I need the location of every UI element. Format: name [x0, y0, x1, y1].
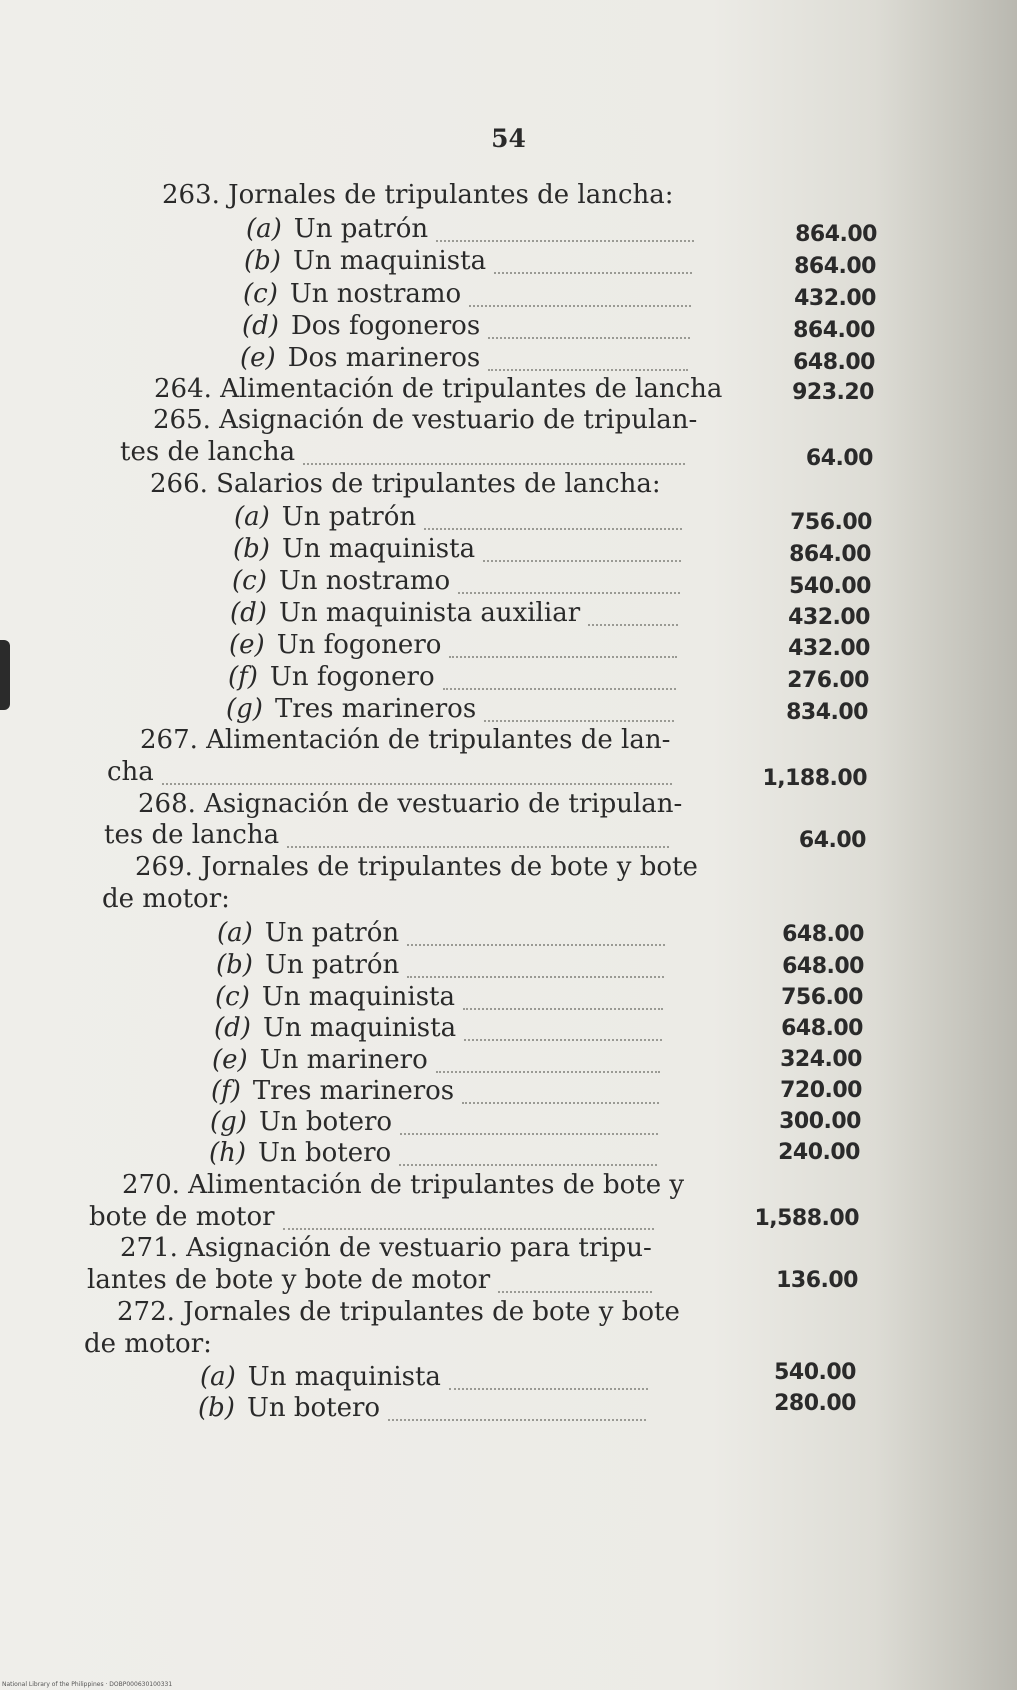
entry-heading	[150, 469, 661, 499]
entry-item	[226, 694, 476, 724]
entry-amount: 864.00	[795, 222, 877, 247]
entry-amount: 64.00	[798, 828, 866, 853]
entry-text: 267. Alimentación de tripulantes de lan-	[140, 725, 671, 755]
entry-amount: 432.00	[794, 286, 876, 311]
entry-amount: 276.00	[787, 668, 869, 693]
entry-heading	[122, 1170, 684, 1200]
entry-item	[243, 279, 461, 309]
entry-label: (a)	[246, 214, 282, 244]
entry-text: Un nostramo	[289, 279, 462, 309]
entry-item	[209, 1138, 391, 1168]
entry-cont	[84, 1329, 212, 1359]
entry-text: Un fogonero	[276, 630, 442, 660]
entry-text: 268. Asignación de vestuario de tripulan-	[138, 789, 683, 819]
dot-leader	[462, 1102, 659, 1104]
entry-heading	[120, 1233, 652, 1263]
dot-leader	[400, 1133, 658, 1135]
entry-amount: 864.00	[794, 254, 876, 279]
entry-text: Un patrón	[264, 950, 400, 980]
entry-label: (b)	[233, 534, 270, 564]
entry-total	[154, 374, 722, 404]
dot-leader	[464, 1039, 662, 1041]
entry-label: (f)	[211, 1076, 241, 1106]
entry-amount: 1,188.00	[762, 766, 867, 791]
entry-cont	[89, 1202, 275, 1232]
entry-text: Un botero	[246, 1393, 381, 1423]
entry-amount: 540.00	[789, 574, 871, 599]
entry-cont	[102, 884, 230, 914]
entry-text: Un maquinista	[262, 1013, 457, 1043]
entry-label: (c)	[215, 982, 250, 1012]
entry-label: (a)	[234, 502, 270, 532]
page-number: 54	[491, 124, 526, 153]
entry-text: Un botero	[258, 1107, 393, 1137]
entry-text: tes de lancha	[120, 437, 296, 467]
entry-amount: 324.00	[780, 1047, 862, 1072]
dot-leader	[458, 592, 680, 594]
entry-text: Un patrón	[293, 214, 429, 244]
dot-leader	[463, 1008, 663, 1010]
entry-text: 270. Alimentación de tripulantes de bote y	[122, 1170, 685, 1200]
entry-text: 269. Jornales de tripulantes de bote y bote	[135, 852, 698, 882]
entry-label: (h)	[209, 1138, 247, 1168]
entry-amount: 648.00	[782, 954, 864, 979]
entry-text: 266. Salarios de tripulantes de lancha:	[150, 469, 661, 499]
entry-amount: 648.00	[781, 1016, 863, 1041]
dot-leader	[407, 976, 664, 978]
dot-leader	[283, 1228, 654, 1230]
entry-item	[232, 566, 450, 596]
entry-label: (d)	[230, 598, 267, 628]
entry-text: bote de motor	[89, 1202, 275, 1232]
entry-text: 265. Asignación de vestuario de tripulan-	[153, 405, 698, 435]
entry-amount: 136.00	[776, 1268, 858, 1293]
entry-amount: 64.00	[805, 446, 873, 471]
entry-amount: 540.00	[774, 1360, 856, 1385]
dot-leader	[443, 688, 676, 690]
entry-amount: 1,588.00	[754, 1206, 859, 1231]
entry-text: Un patrón	[281, 502, 417, 532]
dot-leader	[488, 369, 688, 371]
entry-label: (e)	[212, 1045, 248, 1075]
entry-item	[210, 1107, 392, 1137]
entry-amount: 648.00	[793, 350, 875, 375]
entry-text: Dos marineros	[287, 343, 481, 373]
entry-amount: 756.00	[781, 985, 863, 1010]
dot-leader	[469, 305, 691, 307]
entry-heading	[138, 789, 682, 819]
entry-cont	[104, 820, 279, 850]
entry-item	[233, 534, 475, 564]
dot-leader	[388, 1419, 646, 1421]
entry-label: (b)	[244, 246, 281, 276]
dot-leader	[449, 1388, 648, 1390]
entry-label: (g)	[226, 694, 263, 724]
entry-label: (a)	[217, 918, 253, 948]
entry-text: 264. Alimentación de tripulantes de lancha	[154, 374, 723, 404]
entry-item	[228, 662, 435, 692]
entry-cont	[87, 1265, 490, 1295]
entry-heading	[162, 180, 674, 210]
dot-leader	[399, 1164, 657, 1166]
entry-text: Dos fogoneros	[290, 311, 481, 341]
dot-leader	[436, 1071, 660, 1073]
entry-amount: 756.00	[790, 510, 872, 535]
dot-leader	[407, 944, 665, 946]
dot-leader	[449, 656, 677, 658]
entry-amount: 864.00	[789, 542, 871, 567]
dot-leader	[484, 720, 674, 722]
entry-text: Un fogonero	[269, 662, 435, 692]
entry-item	[215, 982, 455, 1012]
entry-item	[242, 311, 480, 341]
entry-text: Un nostramo	[278, 566, 451, 596]
entry-label: (g)	[210, 1107, 247, 1137]
entry-text: cha	[107, 757, 154, 787]
entry-text: lantes de bote y bote de motor	[87, 1265, 491, 1295]
entry-label: (b)	[216, 950, 253, 980]
binding-mark	[0, 640, 10, 710]
entry-item	[211, 1076, 454, 1106]
entry-label: (c)	[243, 279, 278, 309]
entry-item	[200, 1362, 441, 1392]
entry-text: Un maquinista	[261, 982, 455, 1012]
entry-item	[240, 343, 480, 373]
dot-leader	[488, 337, 690, 339]
entry-text: Tres marineros	[274, 694, 477, 724]
dot-leader	[436, 240, 694, 242]
entry-label: (e)	[229, 630, 265, 660]
entry-item	[246, 214, 428, 244]
entry-heading	[140, 725, 670, 755]
entry-text: Tres marineros	[252, 1076, 455, 1106]
dot-leader	[588, 624, 678, 626]
entry-label: (b)	[198, 1393, 235, 1423]
entry-heading	[153, 405, 697, 435]
entry-item	[244, 246, 486, 276]
entry-text: Un maquinista auxiliar	[278, 598, 581, 628]
entry-item	[217, 918, 399, 948]
entry-text: 271. Asignación de vestuario para tripu-	[120, 1233, 652, 1263]
entry-amount: 432.00	[788, 605, 870, 630]
dot-leader	[494, 272, 692, 274]
entry-item	[230, 598, 580, 628]
entry-heading	[135, 852, 698, 882]
entry-amount: 300.00	[779, 1109, 861, 1134]
entry-item	[216, 950, 399, 980]
entry-cont	[107, 757, 154, 787]
entry-label: (d)	[242, 311, 279, 341]
entry-item	[234, 502, 416, 532]
entry-text: Un maquinista	[247, 1362, 441, 1392]
dot-leader	[498, 1291, 652, 1293]
entry-amount: 923.20	[792, 380, 874, 405]
entry-amount: 240.00	[778, 1140, 860, 1165]
dot-leader	[162, 783, 672, 785]
entry-label: (e)	[240, 343, 276, 373]
entry-item	[229, 630, 441, 660]
entry-text: tes de lancha	[104, 820, 280, 850]
entry-text: Un patrón	[264, 918, 400, 948]
entry-text: Un botero	[258, 1138, 392, 1168]
entry-text: de motor:	[102, 884, 230, 914]
entry-cont	[120, 437, 295, 467]
dot-leader	[483, 560, 681, 562]
entry-item	[214, 1013, 456, 1043]
entry-heading	[117, 1297, 680, 1327]
dot-leader	[303, 463, 685, 465]
entry-amount: 280.00	[774, 1391, 856, 1416]
entry-text: Un maquinista	[281, 534, 476, 564]
entry-label: (c)	[232, 566, 267, 596]
entry-text: 263. Jornales de tripulantes de lancha:	[162, 180, 674, 210]
entry-label: (f)	[228, 662, 258, 692]
dot-leader	[287, 846, 669, 848]
entry-label: (d)	[214, 1013, 251, 1043]
entry-text: Un marinero	[259, 1045, 428, 1075]
entry-amount: 432.00	[788, 636, 870, 661]
entry-amount: 864.00	[793, 318, 875, 343]
archive-footer: National Library of the Philippines · DOBP000630100331	[2, 1681, 173, 1688]
entry-text: de motor:	[84, 1329, 212, 1359]
entry-item	[198, 1393, 380, 1423]
entry-amount: 834.00	[786, 700, 868, 725]
entry-label: (a)	[200, 1362, 236, 1392]
entry-text: Un maquinista	[292, 246, 487, 276]
entry-text: 272. Jornales de tripulantes de bote y bote	[117, 1297, 680, 1327]
entry-amount: 648.00	[782, 922, 864, 947]
dot-leader	[424, 528, 682, 530]
entry-item	[212, 1045, 428, 1075]
entry-amount: 720.00	[780, 1078, 862, 1103]
